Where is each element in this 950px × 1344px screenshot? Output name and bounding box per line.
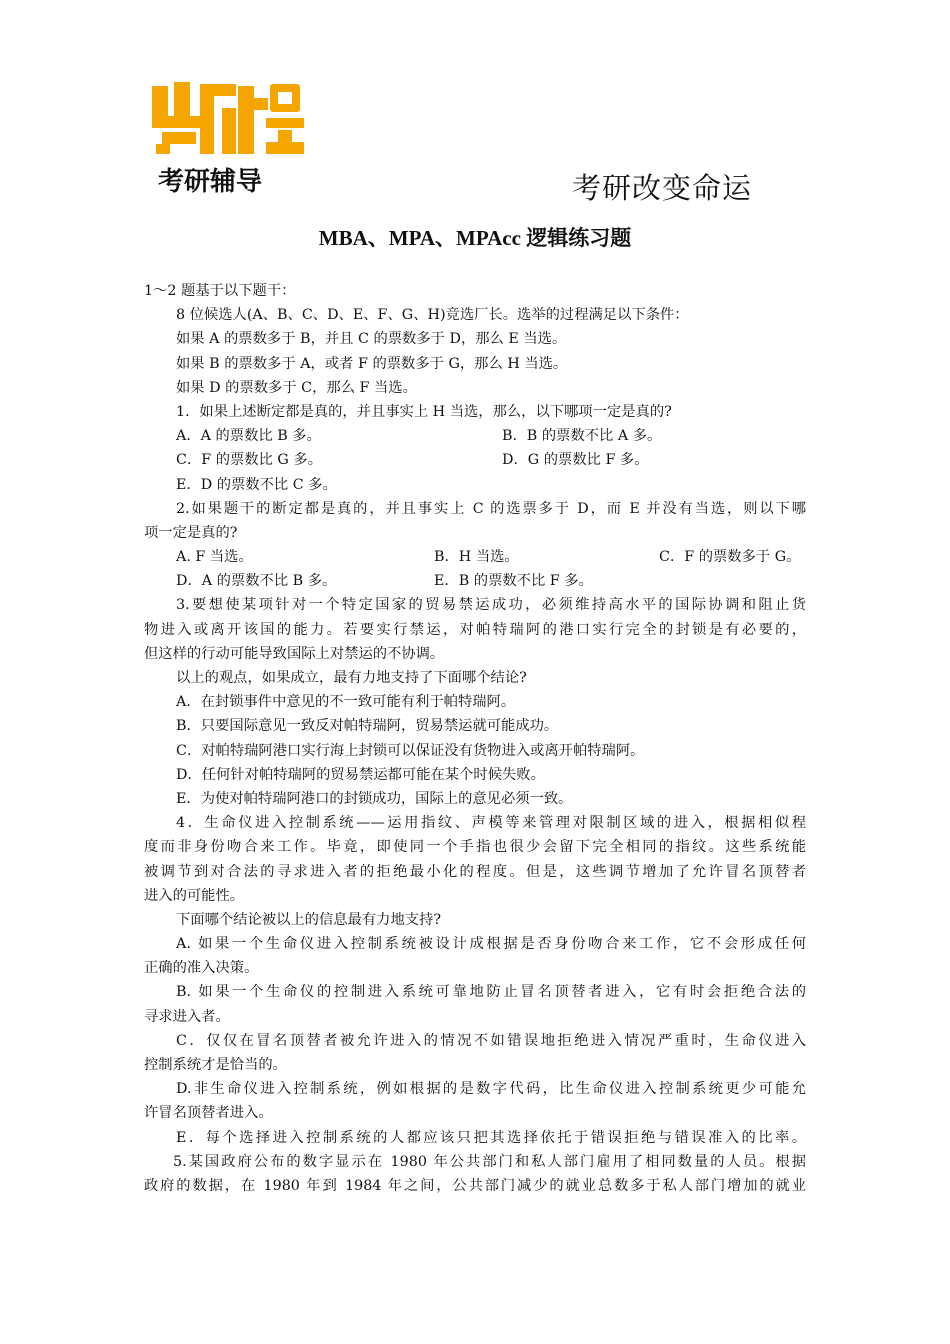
question-4-cont: 度而非身份吻合来工作。毕竟，即使同一个手指也很少会留下完全相同的指纹。这些系统能 [144,839,806,856]
option-b: B．H 当选。 [434,549,519,566]
option-d: D．A 的票数不比 B 多。 [176,573,337,590]
option-a: A. 如果一个生命仪进入控制系统被设计成根据是否身份吻合来工作，它不会形成任何 [176,936,806,953]
option-c: C．对帕特瑞阿港口实行海上封锁可以保证没有货物进入或离开帕特瑞阿。 [176,742,645,759]
question-3-cont: 但这样的行动可能导致国际上对禁运的不协调。 [144,645,445,662]
option-c-cont: 控制系统才是恰当的。 [144,1057,287,1073]
question-5-cont: 政府的数据，在 1980 年到 1984 年之间，公共部门减少的就业总数多于私人部门增加的就业 [144,1177,806,1194]
stem-line: 如果 A 的票数多于 B，并且 C 的票数多于 D，那么 E 当选。 [176,331,567,348]
option-row [144,448,806,472]
option-c: C．F 的票数多于 G。 [659,549,801,566]
question-3-cont: 物进入或离开该国的能力。若要实行禁运，对帕特瑞阿的港口实行完全的封锁是有必要的， [144,621,806,638]
question-4-cont: 进入的可能性。 [144,887,245,904]
option-b: B. 如果一个生命仪的控制进入系统可靠地防止冒名顶替者进入，它有时会拒绝合法的 [176,984,806,1001]
intro-line: 1～2 题基于以下题干： [144,283,296,299]
question-1: 1．如果上述断定都是真的，并且事实上 H 当选，那么，以下哪项一定是真的? [176,403,672,420]
option-e: E．为使对帕特瑞阿港口的封锁成功，国际上的意见必须一致。 [176,790,573,807]
option-b: B．B 的票数不比 A 多。 [502,428,662,445]
stem-line: 8 位候选人(A、B、C、D、E、F、G、H)竞选厂长。选举的过程满足以下条件： [176,307,689,324]
question-3-ask: 以上的观点，如果成立，最有力地支持了下面哪个结论? [176,670,527,686]
option-c: C．F 的票数比 G 多。 [176,452,322,469]
question-5: 5.某国政府公布的数字显示在 1980 年公共部门和私人部门雇用了相同数量的人员。根据 [173,1153,806,1170]
document-body [144,279,806,1198]
question-4-cont: 被调节到对合法的寻求进入者的拒绝最小化的程度。但是，这些调节增加了允许冒名顶替者 [144,863,806,880]
question-4: 4．生命仪进入控制系统——运用指纹、声模等来管理对限制区域的进入，根据相似程 [176,815,806,832]
option-row [144,545,806,569]
option-c: C．仅仅在冒名顶替者被允许进入的情况不如错误地拒绝进入情况严重时，生命仪进入 [176,1032,806,1049]
option-e: E．D 的票数不比 C 多。 [176,476,337,493]
option-row [144,424,806,448]
stem-line: 如果 D 的票数多于 C，那么 F 当选。 [176,379,417,396]
motto: 考研改变命运 [571,171,752,205]
option-b-cont: 寻求进入者。 [144,1008,230,1025]
option-a-cont: 正确的准入决策。 [144,960,259,977]
question-3: 3.要想使某项针对一个特定国家的贸易禁运成功，必须维持高水平的国际协调和阻止货 [176,597,806,614]
kaicheng-logo [148,78,306,198]
question-2-cont: 项一定是真的? [144,524,238,541]
option-row [144,569,806,593]
question-4-ask: 下面哪个结论被以上的信息最有力地支持? [176,911,442,928]
option-d: D．任何针对帕特瑞阿的贸易禁运都可能在某个时候失败。 [176,766,545,783]
option-d: D．G 的票数比 F 多。 [502,452,649,469]
option-a: A. F 当选。 [176,549,253,566]
option-e: E．每个选择进入控制系统的人都应该只把其选择依托于错误拒绝与错误准入的比率。 [176,1129,806,1146]
option-e: E．B 的票数不比 F 多。 [434,573,593,590]
question-2: 2.如果题干的断定都是真的，并且事实上 C 的选票多于 D，而 E 并没有当选，则以下哪 [176,500,806,517]
option-d-cont: 许冒名顶替者进入。 [144,1105,273,1122]
option-a: A．在封锁事件中意见的不一致可能有利于帕特瑞阿。 [176,694,516,711]
option-d: D.非生命仪进入控制系统，例如根据的是数字代码，比生命仪进入控制系统更少可能允 [176,1081,806,1098]
option-a: A．A 的票数比 B 多。 [176,428,321,445]
page-title: MBA、MPA、MPAcc 逻辑练习题 [318,226,632,250]
logo-subtext: 考研辅导 [158,167,263,197]
stem-line: 如果 B 的票数多于 A，或者 F 的票数多于 G，那么 H 当选。 [176,355,568,372]
option-b: B．只要国际意见一致反对帕特瑞阿，贸易禁运就可能成功。 [176,718,559,735]
